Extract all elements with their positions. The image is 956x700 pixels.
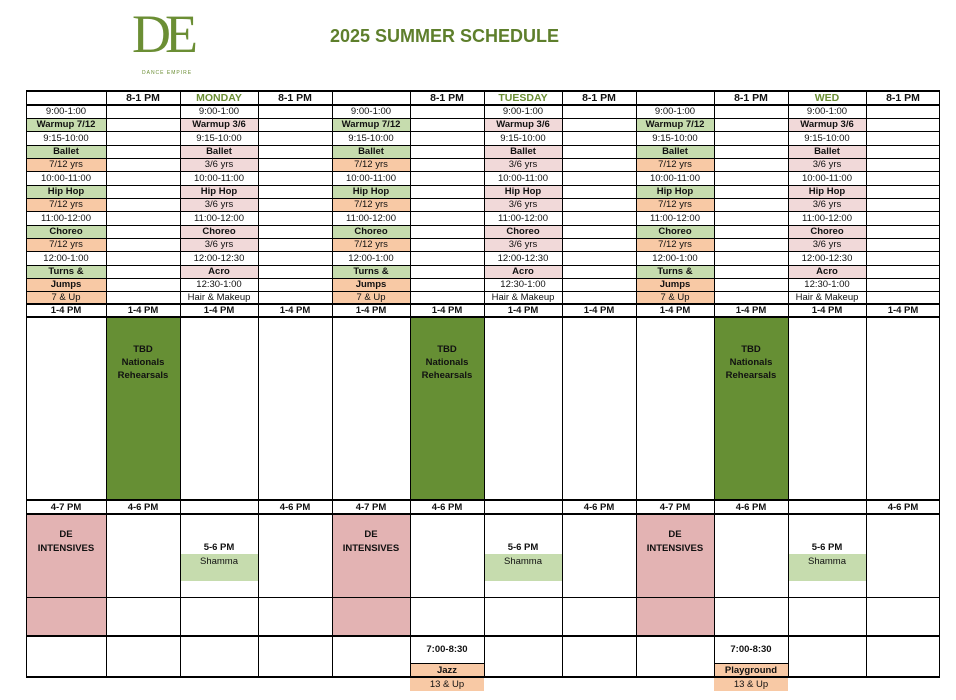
class-cell-younger: Ballet xyxy=(484,145,562,158)
class-cell-older: Jumps xyxy=(636,278,714,291)
grid-line xyxy=(484,91,485,677)
intensives-block xyxy=(636,514,714,636)
class-cell-older: 7 & Up xyxy=(26,291,106,304)
class-cell-younger: Choreo xyxy=(484,225,562,238)
class-cell-younger: 3/6 yrs xyxy=(484,238,562,251)
grid-line xyxy=(26,499,940,501)
late-time: 7:00-8:30 xyxy=(730,644,772,655)
class-cell-younger: Warmup 3/6 xyxy=(788,118,866,131)
class-cell-older: Warmup 7/12 xyxy=(26,118,106,131)
class-cell-older: 7/12 yrs xyxy=(26,238,106,251)
class-cell-older: Turns & xyxy=(636,265,714,278)
time-header: 8-1 PM xyxy=(886,91,920,104)
time-header: 8-1 PM xyxy=(582,91,616,104)
class-cell-older: Jumps xyxy=(26,278,106,291)
class-cell-older: Ballet xyxy=(636,145,714,158)
intensives-block xyxy=(26,514,106,636)
intensives-line: DE xyxy=(59,529,73,540)
class-cell-younger: 11:00-12:00 xyxy=(497,212,548,224)
class-cell-older: 11:00-12:00 xyxy=(40,212,91,224)
class-cell-younger: 10:00-11:00 xyxy=(801,172,852,184)
intensives-line: INTENSIVES xyxy=(342,543,400,554)
class-cell-younger: Hair & Makeup xyxy=(491,292,555,303)
logo-letters: DE xyxy=(132,4,192,64)
grid-line xyxy=(106,91,107,677)
class-cell-older: 7/12 yrs xyxy=(636,238,714,251)
intensives-line: INTENSIVES xyxy=(646,543,704,554)
shamma-time: 5-6 PM xyxy=(203,541,235,553)
afternoon-time-label: 1-4 PM xyxy=(431,305,463,316)
grid-line xyxy=(26,291,940,292)
day-header: WED xyxy=(814,91,840,104)
grid-line xyxy=(26,211,940,212)
afternoon-time-label: 1-4 PM xyxy=(887,305,919,316)
class-cell-younger: 3/6 yrs xyxy=(180,158,258,171)
afternoon-time-label: 1-4 PM xyxy=(735,305,767,316)
class-cell-younger: Acro xyxy=(788,265,866,278)
class-cell-older: Choreo xyxy=(332,225,410,238)
class-cell-older: 7/12 yrs xyxy=(26,198,106,211)
afternoon-time-label: 1-4 PM xyxy=(355,305,387,316)
tbd-line: Rehearsals xyxy=(725,370,777,381)
class-cell-younger: 12:30-1:00 xyxy=(196,279,242,290)
class-cell-older: 10:00-11:00 xyxy=(345,172,396,184)
tbd-rehearsal-block xyxy=(106,317,180,500)
intensives-block xyxy=(332,514,410,636)
class-cell-younger: Choreo xyxy=(788,225,866,238)
schedule-table xyxy=(26,91,940,690)
grid-line xyxy=(26,676,940,678)
class-cell-younger: Choreo xyxy=(180,225,258,238)
tbd-line: Rehearsals xyxy=(117,370,169,381)
grid-line xyxy=(26,303,940,305)
tbd-line: TBD xyxy=(741,344,761,355)
grid-line xyxy=(26,198,940,199)
class-cell-younger: 11:00-12:00 xyxy=(193,212,244,224)
class-cell-older: 12:00-1:00 xyxy=(652,252,698,264)
class-cell-younger: 10:00-11:00 xyxy=(497,172,548,184)
class-cell-older: 7/12 yrs xyxy=(636,158,714,171)
intensives-line: INTENSIVES xyxy=(37,543,95,554)
class-cell-younger: 3/6 yrs xyxy=(484,158,562,171)
class-cell-older: 7/12 yrs xyxy=(636,198,714,211)
class-cell-younger: 3/6 yrs xyxy=(484,198,562,211)
grid-line xyxy=(26,90,940,92)
class-cell-older: 9:00-1:00 xyxy=(45,106,87,117)
class-cell-older: 7/12 yrs xyxy=(332,198,410,211)
grid-line xyxy=(410,91,411,677)
tbd-line: TBD xyxy=(133,344,153,355)
class-cell-younger: 9:00-1:00 xyxy=(198,106,240,117)
playground-class: Playground xyxy=(714,663,788,677)
class-cell-younger: 10:00-11:00 xyxy=(193,172,244,184)
class-cell-older: Warmup 7/12 xyxy=(636,118,714,131)
class-cell-younger: Warmup 3/6 xyxy=(180,118,258,131)
tbd-rehearsal-block xyxy=(714,317,788,500)
grid-line xyxy=(26,635,940,637)
grid-line xyxy=(866,91,867,677)
class-cell-older: 7/12 yrs xyxy=(26,158,106,171)
intensives-line: DE xyxy=(668,529,682,540)
time-header: 8-1 PM xyxy=(430,91,464,104)
jazz-class: Jazz xyxy=(410,663,484,677)
grid-line xyxy=(180,91,181,677)
shamma-time: 5-6 PM xyxy=(811,541,843,553)
grid-line xyxy=(26,251,940,252)
grid-line xyxy=(26,597,940,598)
grid-line xyxy=(26,158,940,159)
afternoon-time-label: 1-4 PM xyxy=(279,305,311,316)
evening-time-label: 4-6 PM xyxy=(583,501,615,513)
dance-empire-logo xyxy=(132,4,212,76)
class-cell-younger: 12:00-12:30 xyxy=(193,252,245,264)
grid-line xyxy=(636,91,637,677)
afternoon-time-label: 1-4 PM xyxy=(583,305,615,316)
grid-line xyxy=(26,278,940,279)
class-cell-older: 12:00-1:00 xyxy=(43,252,89,264)
grid-line xyxy=(26,316,940,318)
class-cell-younger: 9:15-10:00 xyxy=(196,132,242,144)
class-cell-younger: Hair & Makeup xyxy=(187,292,251,303)
playground-age: 13 & Up xyxy=(714,677,788,691)
afternoon-time-label: 1-4 PM xyxy=(507,305,539,316)
late-time: 7:00-8:30 xyxy=(426,644,468,655)
grid-line xyxy=(26,185,940,186)
evening-time-label: 4-6 PM xyxy=(887,501,919,513)
class-cell-older: Warmup 7/12 xyxy=(332,118,410,131)
afternoon-time-label: 1-4 PM xyxy=(203,305,235,316)
class-cell-younger: 9:15-10:00 xyxy=(804,132,850,144)
evening-time-label: 4-6 PM xyxy=(735,501,767,513)
evening-time-label: 4-6 PM xyxy=(431,501,463,513)
logo-subtitle: DANCE EMPIRE xyxy=(142,70,193,76)
class-cell-younger: 9:00-1:00 xyxy=(502,106,544,117)
grid-line xyxy=(26,225,940,226)
grid-line xyxy=(258,91,259,677)
tbd-line: Rehearsals xyxy=(421,370,473,381)
class-cell-younger: Hair & Makeup xyxy=(795,292,859,303)
evening-time-label: 4-7 PM xyxy=(50,501,82,513)
class-cell-younger: Acro xyxy=(484,265,562,278)
grid-line xyxy=(332,91,333,677)
grid-line xyxy=(26,131,940,132)
day-header: TUESDAY xyxy=(498,91,548,104)
grid-line xyxy=(788,91,789,677)
class-cell-younger: Ballet xyxy=(180,145,258,158)
class-cell-older: 11:00-12:00 xyxy=(345,212,396,224)
class-cell-younger: 3/6 yrs xyxy=(788,238,866,251)
class-cell-older: Ballet xyxy=(332,145,410,158)
grid-line xyxy=(562,91,563,677)
shamma-class: Shamma xyxy=(484,554,562,581)
class-cell-younger: 3/6 yrs xyxy=(788,198,866,211)
grid-line xyxy=(714,91,715,677)
grid-line xyxy=(714,663,788,664)
class-cell-younger: 12:30-1:00 xyxy=(500,279,546,290)
time-header: 8-1 PM xyxy=(278,91,312,104)
class-cell-older: 9:00-1:00 xyxy=(350,106,392,117)
jazz-age: 13 & Up xyxy=(410,677,484,691)
class-cell-older: 9:15-10:00 xyxy=(348,132,394,144)
class-cell-older: 7 & Up xyxy=(636,291,714,304)
grid-line xyxy=(410,663,484,664)
shamma-class: Shamma xyxy=(788,554,866,581)
grid-line xyxy=(26,513,940,515)
evening-time-label: 4-6 PM xyxy=(127,501,159,513)
class-cell-older: 9:15-10:00 xyxy=(652,132,698,144)
grid-line xyxy=(26,171,940,172)
class-cell-older: Hip Hop xyxy=(26,185,106,198)
class-cell-older: Turns & xyxy=(332,265,410,278)
afternoon-time-label: 1-4 PM xyxy=(127,305,159,316)
class-cell-younger: 9:00-1:00 xyxy=(806,106,848,117)
class-cell-older: 10:00-11:00 xyxy=(40,172,91,184)
class-cell-younger: Hip Hop xyxy=(180,185,258,198)
class-cell-older: Choreo xyxy=(26,225,106,238)
class-cell-younger: Hip Hop xyxy=(484,185,562,198)
class-cell-older: Turns & xyxy=(26,265,106,278)
class-cell-older: Hip Hop xyxy=(636,185,714,198)
grid-line xyxy=(26,91,27,677)
afternoon-time-label: 1-4 PM xyxy=(811,305,843,316)
class-cell-older: Choreo xyxy=(636,225,714,238)
class-cell-younger: 12:30-1:00 xyxy=(804,279,850,290)
day-header: MONDAY xyxy=(196,91,242,104)
class-cell-older: 7 & Up xyxy=(332,291,410,304)
class-cell-older: Hip Hop xyxy=(332,185,410,198)
class-cell-older: 9:15-10:00 xyxy=(43,132,89,144)
class-cell-older: 12:00-1:00 xyxy=(348,252,394,264)
class-cell-younger: 3/6 yrs xyxy=(788,158,866,171)
tbd-line: Nationals xyxy=(121,357,165,368)
class-cell-younger: Acro xyxy=(180,265,258,278)
tbd-line: Nationals xyxy=(425,357,469,368)
time-header: 8-1 PM xyxy=(126,91,160,104)
afternoon-time-label: 1-4 PM xyxy=(50,305,82,316)
evening-time-label: 4-7 PM xyxy=(355,501,387,513)
grid-line xyxy=(26,238,940,239)
class-cell-younger: 3/6 yrs xyxy=(180,238,258,251)
class-cell-older: 7/12 yrs xyxy=(332,238,410,251)
class-cell-younger: 9:15-10:00 xyxy=(500,132,546,144)
evening-time-label: 4-7 PM xyxy=(659,501,691,513)
afternoon-time-label: 1-4 PM xyxy=(659,305,691,316)
grid-line xyxy=(26,265,940,266)
grid-line xyxy=(26,104,940,106)
grid-line xyxy=(939,91,940,677)
class-cell-older: 10:00-11:00 xyxy=(649,172,700,184)
shamma-time: 5-6 PM xyxy=(507,541,539,553)
class-cell-older: 9:00-1:00 xyxy=(654,106,696,117)
class-cell-younger: 12:00-12:30 xyxy=(497,252,549,264)
class-cell-younger: Warmup 3/6 xyxy=(484,118,562,131)
class-cell-younger: Hip Hop xyxy=(788,185,866,198)
tbd-line: Nationals xyxy=(729,357,773,368)
tbd-line: TBD xyxy=(437,344,457,355)
time-header: 8-1 PM xyxy=(734,91,768,104)
class-cell-younger: 12:00-12:30 xyxy=(801,252,853,264)
class-cell-younger: Ballet xyxy=(788,145,866,158)
class-cell-older: 7/12 yrs xyxy=(332,158,410,171)
grid-line xyxy=(26,118,940,119)
shamma-class: Shamma xyxy=(180,554,258,581)
grid-line xyxy=(26,145,940,146)
evening-time-label: 4-6 PM xyxy=(279,501,311,513)
class-cell-older: 11:00-12:00 xyxy=(649,212,700,224)
class-cell-older: Jumps xyxy=(332,278,410,291)
class-cell-older: Ballet xyxy=(26,145,106,158)
class-cell-younger: 3/6 yrs xyxy=(180,198,258,211)
page-title: 2025 SUMMER SCHEDULE xyxy=(330,26,560,46)
class-cell-younger: 11:00-12:00 xyxy=(801,212,852,224)
tbd-rehearsal-block xyxy=(410,317,484,500)
intensives-line: DE xyxy=(364,529,378,540)
